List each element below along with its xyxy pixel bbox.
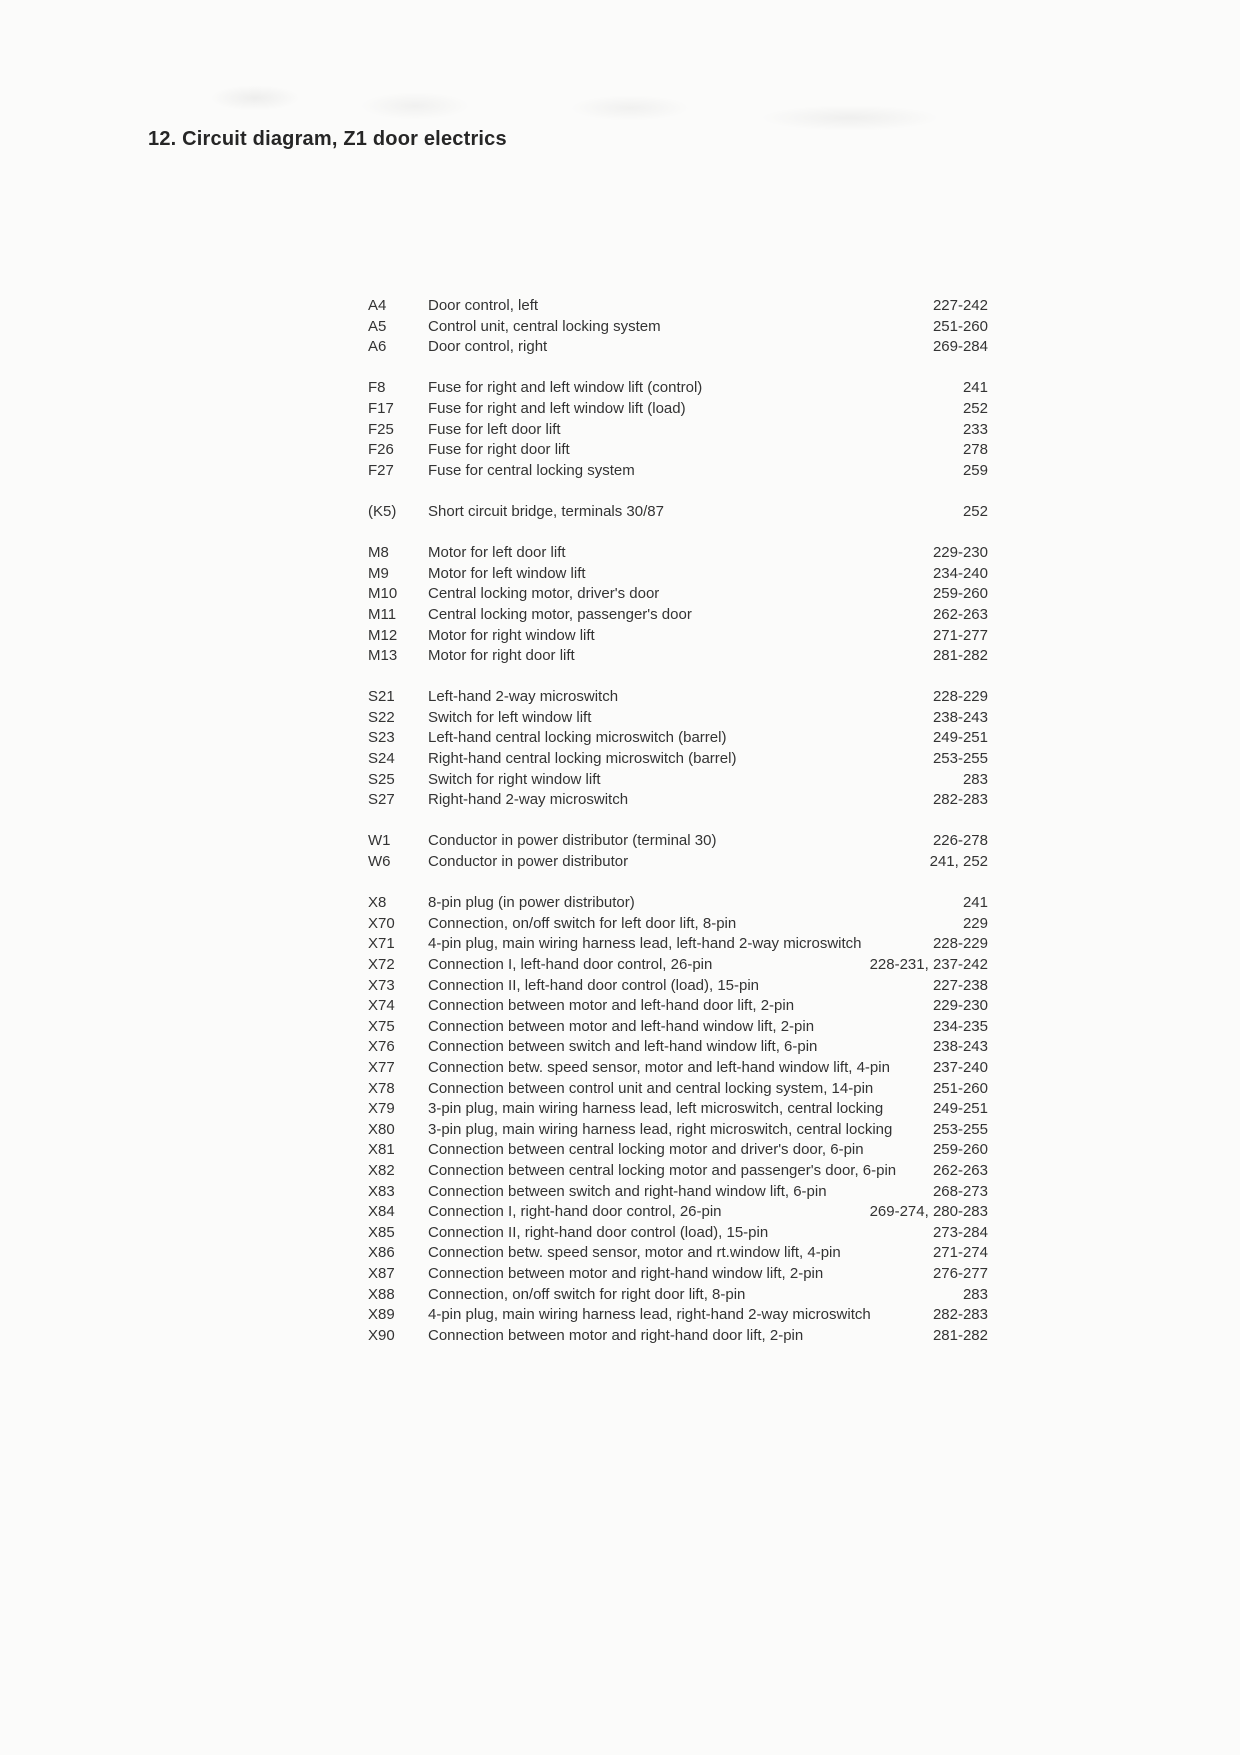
legend-row <box>368 728 988 749</box>
scan-artifact <box>360 92 470 120</box>
legend-row <box>368 934 988 955</box>
component-description: Connection II, right-hand door control (load), 15-pin <box>428 1223 769 1241</box>
component-description: Motor for right window lift <box>428 626 595 644</box>
component-code: S22 <box>368 708 395 726</box>
legend-row <box>368 1017 988 1038</box>
component-description: Fuse for left door lift <box>428 420 561 438</box>
legend-row <box>368 1223 988 1244</box>
component-code: M8 <box>368 544 389 562</box>
component-description: Fuse for right and left window lift (control) <box>428 379 703 397</box>
component-description: Connection between motor and right-hand door lift, 2-pin <box>428 1326 804 1344</box>
legend-row <box>368 420 988 441</box>
component-description: Conductor in power distributor <box>428 853 629 871</box>
page-range: 249-251 <box>932 1100 988 1118</box>
component-code: X76 <box>368 1038 395 1056</box>
page-range: 259-260 <box>932 1141 988 1159</box>
component-description: Short circuit bridge, terminals 30/87 <box>428 502 664 520</box>
legend-row <box>368 584 988 605</box>
legend-row <box>368 399 988 420</box>
component-description: Fuse for right and left window lift (load) <box>428 399 686 417</box>
component-code: S25 <box>368 770 395 788</box>
component-description: 3-pin plug, main wiring harness lead, left microswitch, central locking <box>428 1100 884 1118</box>
legend-row <box>368 1326 988 1347</box>
legend-row <box>368 646 988 667</box>
page-range: 282-283 <box>932 791 988 809</box>
component-description: Left-hand 2-way microswitch <box>428 688 619 706</box>
page-range: 271-274 <box>932 1244 988 1262</box>
legend-row <box>368 564 988 585</box>
page-range: 283 <box>962 1285 988 1303</box>
page-range: 251-260 <box>932 317 988 335</box>
page-range: 249-251 <box>932 729 988 747</box>
component-description: Connection between motor and right-hand window lift, 2-pin <box>428 1264 824 1282</box>
page-range: 241 <box>962 379 988 397</box>
legend-row <box>368 852 988 873</box>
component-code: F17 <box>368 399 394 417</box>
component-code: F27 <box>368 461 394 479</box>
legend-row <box>368 626 988 647</box>
component-description: Connection betw. speed sensor, motor and rt.window lift, 4-pin <box>428 1244 841 1262</box>
page-range: 227-238 <box>932 976 988 994</box>
component-description: Connection I, left-hand door control, 26-pin <box>428 956 713 973</box>
component-code: X84 <box>368 1203 395 1221</box>
legend-row <box>368 1264 988 1285</box>
component-description: Connection I, right-hand door control, 26-pin <box>428 1203 722 1221</box>
component-description: 4-pin plug, main wiring harness lead, left-hand 2-way microswitch <box>428 935 862 953</box>
legend-row <box>368 1285 988 1306</box>
component-code: W6 <box>368 853 391 871</box>
component-code: X72 <box>368 956 395 973</box>
legend-row <box>368 996 988 1017</box>
component-legend-table <box>368 296 988 1346</box>
page-range: 237-240 <box>932 1058 988 1076</box>
component-description: Connection between switch and left-hand window lift, 6-pin <box>428 1038 818 1056</box>
legend-row <box>368 955 988 976</box>
component-code: F8 <box>368 379 386 397</box>
page-range: 281-282 <box>932 647 988 665</box>
page-range: 229-230 <box>932 544 988 562</box>
legend-row <box>368 790 988 811</box>
scan-artifact <box>570 95 690 121</box>
component-code: M13 <box>368 647 398 665</box>
component-description: Connection between motor and left-hand window lift, 2-pin <box>428 1017 815 1035</box>
component-code: S27 <box>368 791 395 809</box>
legend-row <box>368 1202 988 1223</box>
legend-row <box>368 1182 988 1203</box>
component-code: W1 <box>368 832 391 850</box>
page-range: 228-231, 237-242 <box>869 956 988 973</box>
component-code: X87 <box>368 1264 395 1282</box>
legend-row <box>368 296 988 317</box>
page-range: 259 <box>962 461 988 479</box>
page-range: 228-229 <box>932 935 988 953</box>
component-code: X86 <box>368 1244 395 1262</box>
component-code: (K5) <box>368 502 397 520</box>
component-description: Door control, left <box>428 297 539 314</box>
page-range: 251-260 <box>932 1079 988 1097</box>
page-title: 12. Circuit diagram, Z1 door electrics <box>148 128 507 150</box>
group-gap <box>368 523 988 544</box>
legend-row <box>368 1140 988 1161</box>
group-gap <box>368 811 988 832</box>
scan-artifact <box>760 105 940 131</box>
group-gap <box>368 873 988 894</box>
component-description: Connection, on/off switch for left door lift, 8-pin <box>428 914 737 932</box>
page-range: 253-255 <box>932 1120 988 1138</box>
component-code: A5 <box>368 317 387 335</box>
page-range: 253-255 <box>932 750 988 768</box>
page-range: 283 <box>962 770 988 788</box>
page-range: 278 <box>962 441 988 459</box>
page-range: 241, 252 <box>929 853 988 871</box>
component-code: X89 <box>368 1306 395 1324</box>
component-code: X75 <box>368 1017 395 1035</box>
component-description: Conductor in power distributor (terminal 30) <box>428 832 717 850</box>
component-description: Central locking motor, driver's door <box>428 585 660 603</box>
legend-row <box>368 914 988 935</box>
group-gap <box>368 481 988 502</box>
legend-row <box>368 1243 988 1264</box>
component-code: S24 <box>368 750 395 768</box>
component-code: X79 <box>368 1100 395 1118</box>
component-description: 3-pin plug, main wiring harness lead, right microswitch, central locking <box>428 1120 893 1138</box>
legend-row <box>368 337 988 358</box>
page-range: 234-240 <box>932 564 988 582</box>
component-code: X85 <box>368 1223 395 1241</box>
component-description: Switch for left window lift <box>428 708 592 726</box>
component-code: A6 <box>368 338 387 356</box>
legend-row <box>368 502 988 523</box>
legend-row <box>368 687 988 708</box>
legend-row <box>368 317 988 338</box>
page-range: 238-243 <box>932 708 988 726</box>
page-range: 271-277 <box>932 626 988 644</box>
legend-row <box>368 1037 988 1058</box>
page-range: 229 <box>962 914 988 932</box>
legend-row <box>368 1305 988 1326</box>
legend-row <box>368 708 988 729</box>
component-code: F25 <box>368 420 394 438</box>
legend-row <box>368 893 988 914</box>
component-description: Connection between central locking motor and driver's door, 6-pin <box>428 1141 864 1159</box>
page-range: 252 <box>962 399 988 417</box>
legend-row <box>368 1120 988 1141</box>
legend-row <box>368 1099 988 1120</box>
legend-row <box>368 605 988 626</box>
legend-row <box>368 1079 988 1100</box>
component-code: S23 <box>368 729 395 747</box>
component-code: X70 <box>368 914 395 932</box>
component-code: X71 <box>368 935 395 953</box>
component-code: A4 <box>368 297 387 314</box>
legend-row <box>368 543 988 564</box>
component-description: Door control, right <box>428 338 548 356</box>
page-range: 238-243 <box>932 1038 988 1056</box>
component-description: Fuse for right door lift <box>428 441 570 459</box>
page-range: 282-283 <box>932 1306 988 1324</box>
legend-row <box>368 440 988 461</box>
component-code: X90 <box>368 1326 395 1344</box>
page-range: 252 <box>962 502 988 520</box>
component-description: Connection II, left-hand door control (load), 15-pin <box>428 976 760 994</box>
legend-row <box>368 770 988 791</box>
component-code: M10 <box>368 585 398 603</box>
component-description: Connection between control unit and central locking system, 14-pin <box>428 1079 874 1097</box>
component-code: M11 <box>368 605 397 623</box>
component-description: Connection between motor and left-hand door lift, 2-pin <box>428 997 795 1015</box>
page-range: 229-230 <box>932 997 988 1015</box>
component-description: Fuse for central locking system <box>428 461 635 479</box>
page-range: 281-282 <box>932 1326 988 1344</box>
page-range: 262-263 <box>932 1161 988 1179</box>
legend-row <box>368 749 988 770</box>
group-gap <box>368 667 988 688</box>
legend-row <box>368 831 988 852</box>
page-range: 273-284 <box>932 1223 988 1241</box>
component-code: X8 <box>368 894 387 912</box>
component-description: Connection between switch and right-hand window lift, 6-pin <box>428 1182 827 1200</box>
component-code: X88 <box>368 1285 395 1303</box>
component-description: Motor for left window lift <box>428 564 586 582</box>
component-code: X77 <box>368 1058 395 1076</box>
component-code: X82 <box>368 1161 395 1179</box>
page-range: 262-263 <box>932 605 988 623</box>
component-description: Connection between central locking motor and passenger's door, 6-pin <box>428 1161 897 1179</box>
component-description: Connection, on/off switch for right door lift, 8-pin <box>428 1285 746 1303</box>
component-code: X83 <box>368 1182 395 1200</box>
legend-row <box>368 1058 988 1079</box>
page-range: 226-278 <box>932 832 988 850</box>
component-code: X78 <box>368 1079 395 1097</box>
component-description: Right-hand central locking microswitch (barrel) <box>428 750 737 768</box>
component-code: X74 <box>368 997 395 1015</box>
group-gap <box>368 358 988 379</box>
component-code: X81 <box>368 1141 395 1159</box>
page-range: 276-277 <box>932 1264 988 1282</box>
page-range: 269-284 <box>932 338 988 356</box>
component-description: Switch for right window lift <box>428 770 601 788</box>
scan-artifact <box>210 85 300 111</box>
component-description: 8-pin plug (in power distributor) <box>428 894 635 912</box>
component-code: S21 <box>368 688 395 706</box>
component-description: Control unit, central locking system <box>428 317 661 335</box>
component-description: Right-hand 2-way microswitch <box>428 791 629 809</box>
legend-row <box>368 976 988 997</box>
page-range: 227-242 <box>932 297 988 314</box>
page-range: 233 <box>962 420 988 438</box>
legend-row <box>368 378 988 399</box>
page-range: 234-235 <box>932 1017 988 1035</box>
legend-row <box>368 461 988 482</box>
component-code: M12 <box>368 626 398 644</box>
page-range: 228-229 <box>932 688 988 706</box>
component-code: F26 <box>368 441 394 459</box>
component-description: Motor for right door lift <box>428 647 575 665</box>
page-range: 259-260 <box>932 585 988 603</box>
component-code: M9 <box>368 564 389 582</box>
component-description: Central locking motor, passenger's door <box>428 605 692 623</box>
component-description: Motor for left door lift <box>428 544 566 562</box>
legend-row <box>368 1161 988 1182</box>
component-description: 4-pin plug, main wiring harness lead, right-hand 2-way microswitch <box>428 1306 871 1324</box>
page-range: 269-274, 280-283 <box>869 1203 988 1221</box>
component-description: Connection betw. speed sensor, motor and left-hand window lift, 4-pin <box>428 1058 890 1076</box>
component-code: X73 <box>368 976 395 994</box>
component-description: Left-hand central locking microswitch (barrel) <box>428 729 727 747</box>
page-range: 241 <box>962 894 988 912</box>
component-code: X80 <box>368 1120 395 1138</box>
page-range: 268-273 <box>932 1182 988 1200</box>
